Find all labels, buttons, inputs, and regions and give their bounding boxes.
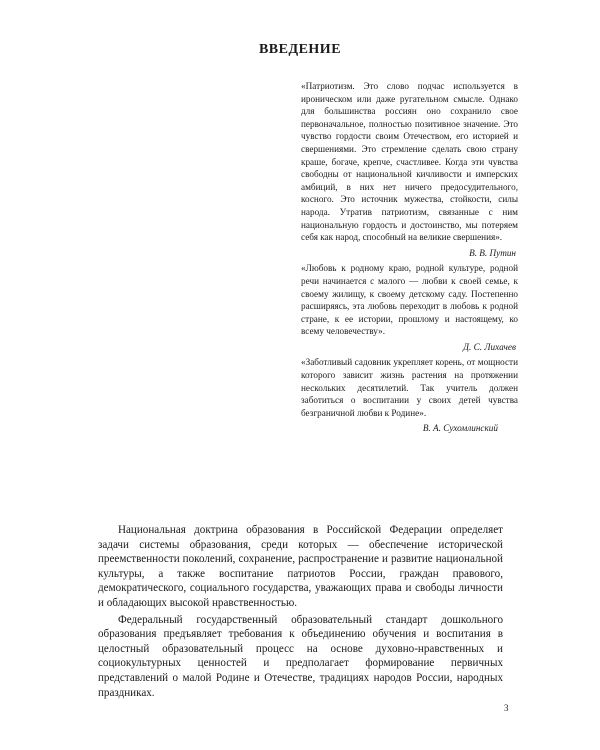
- epigraph-likhachev: [301, 262, 518, 353]
- page-title: ВВЕДЕНИЕ: [258, 42, 342, 57]
- epigraphs: [301, 80, 518, 438]
- paragraph: Национальная доктрина образования в Российской Федерации определяет задачи системы образования, среди которых — обеспечение исторической преемственности поколений, сохранение, распространение и развитие национальной культуры, а также воспитание патриотов России, граждан правового, демократического, социального государства, уважающих права и свободы личности и обладающих высокой нравственностью.: [98, 524, 503, 609]
- body-text: [98, 523, 503, 700]
- epigraph-sukhomlinsky: [301, 356, 518, 435]
- epigraph-putin: [301, 80, 518, 259]
- epigraph-author: В. А. Сухомлинский: [422, 423, 498, 434]
- epigraph-text: «Любовь к родному краю, родной культуре, родной речи начинается с малого — любви к своей семье, к своему жилищу, к своему детскому саду. Постепенно расширяясь, эта любовь переходит в любовь к родной стране, к ее истории, прошлому и настоящему, ко всему человечеству».: [301, 263, 518, 337]
- paragraph: Федеральный государственный образовательный стандарт дошкольного образования предъявляет требования к объединению обучения и воспитания в целостный образовательный процесс на основе духовно-нравственных и социокультурных ценностей и предполагает формирование первичных представлений о малой Родине и Отечестве, традициях народов России, народных праздниках.: [98, 613, 503, 699]
- epigraph-text: «Заботливый садовник укрепляет корень, от мощности которого зависит жизнь растения на протяжении нескольких десятилетий. Так учитель должен заботиться о воспитании у своих детей чувства безграничной любви к Родине».: [301, 357, 518, 418]
- epigraph-text: «Патриотизм. Это слово подчас используется в ироническом или даже ругательном смысле. Однако для большинства россиян оно сохранило свое первоначальное, полностью позитивное значение. Это чувство гордости своим Отечеством, его историей и свершениями. Это стремление сделать свою страну краше, богаче, крепче, счастливее. Когда эти чувства свободны от национальной кичливости и имперских амбиций, в них нет ничего предосудительного, косного. Это источник мужества, стойкости, силы народа. Утратив патриотизм, связанные с ним национальную гордость и достоинство, мы потеряем себя как народ, способный на великие свершения».: [301, 81, 518, 243]
- epigraph-author: Д. С. Лихачев: [463, 341, 516, 352]
- page-number: 3: [504, 703, 509, 713]
- epigraph-author: В. В. Путин: [469, 247, 516, 258]
